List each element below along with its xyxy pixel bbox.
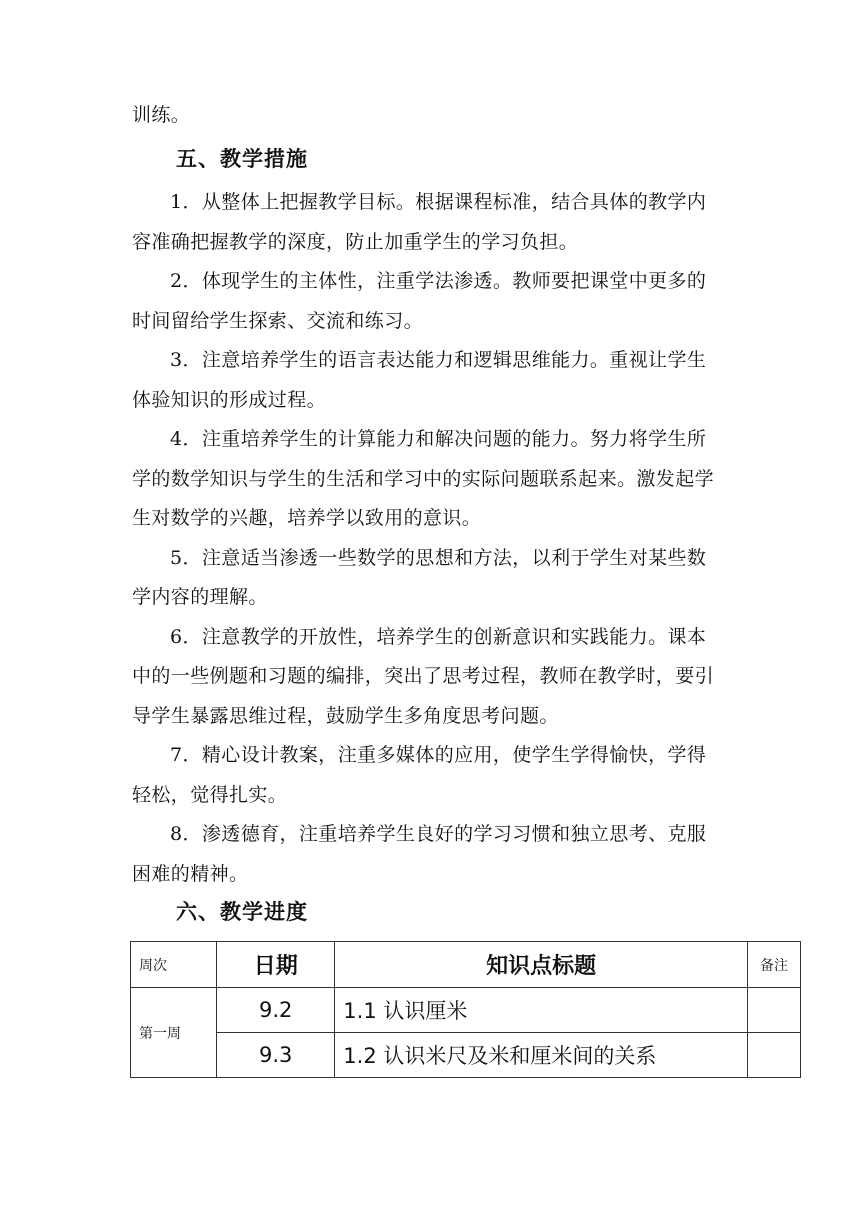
measure-3-line-1: 3．注意培养学生的语言表达能力和逻辑思维能力。重视让学生: [170, 349, 707, 371]
measure-3-line-2: 体验知识的形成过程。: [132, 389, 327, 411]
table-row: [131, 988, 801, 1033]
header-title: 知识点标题: [335, 942, 748, 988]
header-date: 日期: [217, 942, 335, 988]
measure-7-line-2: 轻松，觉得扎实。: [132, 784, 288, 806]
measure-4-line-1: 4．注重培养学生的计算能力和解决问题的能力。努力将学生所: [170, 428, 707, 450]
measure-2-line-2: 时间留给学生探索、交流和练习。: [132, 310, 424, 332]
measure-1-line-1: 1．从整体上把握教学目标。根据课程标准，结合具体的教学内: [170, 191, 707, 213]
date-cell: 9.3: [217, 1033, 335, 1078]
measure-6-line-1: 6．注意教学的开放性，培养学生的创新意识和实践能力。课本: [170, 626, 707, 648]
measure-6-line-2: 中的一些例题和习题的编排，突出了思考过程，教师在教学时，要引: [132, 665, 715, 687]
measure-4-line-3: 生对数学的兴趣，培养学以致用的意识。: [132, 507, 482, 529]
paragraph-tail: 训练。: [132, 104, 191, 126]
measure-7-line-1: 7．精心设计教案，注重多媒体的应用，使学生学得愉快，学得: [170, 744, 707, 766]
measure-6-line-3: 导学生暴露思维过程，鼓励学生多角度思考问题。: [132, 705, 559, 727]
week-cell: 第一周: [131, 988, 217, 1078]
measure-8-line-1: 8．渗透德育，注重培养学生良好的学习习惯和独立思考、克服: [170, 823, 707, 845]
table-header-row: [131, 942, 801, 988]
schedule-table: [130, 941, 801, 1078]
measure-1-line-2: 容准确把握教学的深度，防止加重学生的学习负担。: [132, 231, 579, 253]
measure-4-line-2: 学的数学知识与学生的生活和学习中的实际问题联系起来。激发起学: [132, 468, 715, 490]
title-cell: 1.1 认识厘米: [335, 988, 748, 1033]
measure-8-line-2: 困难的精神。: [132, 863, 249, 885]
measure-5-line-1: 5．注意适当渗透一些数学的思想和方法，以利于学生对某些数: [170, 547, 707, 569]
measure-5-line-2: 学内容的理解。: [132, 586, 268, 608]
measure-2-line-1: 2．体现学生的主体性，注重学法渗透。教师要把课堂中更多的: [170, 270, 707, 292]
header-note: 备注: [747, 942, 800, 988]
title-cell: 1.2 认识米尺及米和厘米间的关系: [335, 1033, 748, 1078]
note-cell: [747, 1033, 800, 1078]
section-heading-teaching-schedule: 六、教学进度: [176, 900, 308, 924]
table-row: [131, 1033, 801, 1078]
header-week: 周次: [131, 942, 217, 988]
section-heading-teaching-measures: 五、教学措施: [176, 147, 308, 171]
note-cell: [747, 988, 800, 1033]
date-cell: 9.2: [217, 988, 335, 1033]
